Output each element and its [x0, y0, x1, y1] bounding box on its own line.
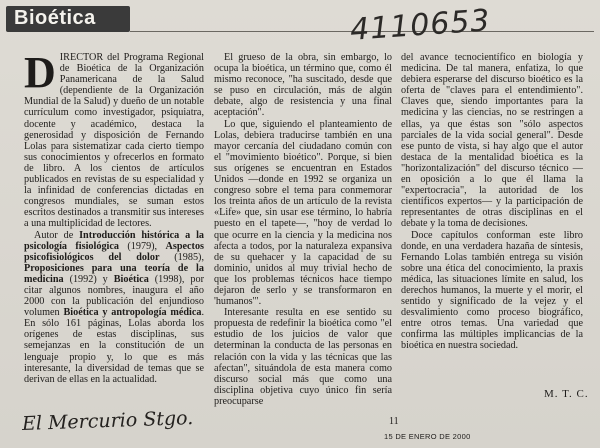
paragraph-intro [24, 48, 204, 230]
book-title-2: Aspectos psicofisiológicos del dolor [24, 240, 204, 263]
works-text-f: (1998), por citar algunos nombres, inaugura el año 2000 con la publicación del enjundioso volumen [24, 273, 204, 319]
paragraph-works [24, 230, 204, 385]
works-text-a: Autor de [34, 229, 80, 241]
intro-text: IRECTOR del Programa Regional de Bioética de la Organización Panamericana de la Salud (dependiente de la Organización Mundial de la Salud) y dueño de un notable currículum como investigador, psiquiatra, docente y académico, destaca la generosidad y disposición de Fernando Lolas para sistematizar cada cierto tiempo sus conocimientos y ofrecerlos en formato de libro. A los cientos de artículos publicados en revistas de su especialidad y la infinidad de conferencias dictadas en congresos mundiales, se suman estos escritos destinados a transmitir sus intereses a una multiplicidad de lectores. [24, 52, 204, 230]
book-title-1: Introducción histórica a la psicología fisiológica [24, 229, 204, 252]
article-column-2 [214, 52, 392, 407]
works-text-d: (1985), [159, 251, 204, 263]
drop-cap: D [24, 48, 56, 97]
author-initials: M. T. C. [544, 388, 589, 400]
paragraph-3-2: Doce capítulos conforman este libro donde, en una verdadera hazaña de síntesis, Fernando Lolas también entrega su visión sobre una ética del conocimiento, la praxis médica, las situaciones límite en salud, los derechos humanos, la muerte y el morir, el sentido y significado de la vejez y el desvalimiento como proceso biográfico, entre otros temas. Una variedad que confirma las múltiples implicancias de la bioética en nuestra sociedad. [401, 229, 583, 352]
handwritten-archive-code: 4110653 [348, 3, 492, 48]
handwritten-source: El Mercurio Stgo. [21, 407, 194, 435]
paragraph-3-1: del avance tecnocientífico en biología y medicina. De tal manera, enfatiza, lo que debiera esperarse del discurso bioético es la oferta de "claves para el entendimiento". Claves que, siendo importantes para la medicina y las ciencias, no se restringen a ellas, ya que éstas son "sólo aspectos parciales de la vida social general". Desde ese punto de vista, si hay algo que el autor destaca de la mentalidad bioética es la "horizontalización" del discurso técnico —en oposición a lo que él llama la "expertocracia", la autoridad de los científicos expertos— y la participación de representantes de otras disciplinas en el debate y la toma de decisiones. [401, 52, 583, 230]
section-title: Bioética [14, 7, 96, 29]
paragraph-2-1: El grueso de la obra, sin embargo, lo ocupa la bioética, un término que, como él mismo reconoce, "ha suscitado, desde que se puso en circulación, más de algún debate, algo de resistencia y una final aceptación". [214, 52, 392, 119]
page-number: 11 [389, 416, 399, 427]
works-text-e: (1992) y [63, 273, 114, 285]
article-column-3 [401, 52, 583, 352]
works-text-c: (1979), [119, 240, 166, 252]
book-title-5: Bioética y antropología médica [63, 307, 202, 319]
paragraph-2-3: Interesante resulta en ese sentido su propuesta de redefinir la bioética como "el estudio de los juicios de valor que determinan la conducta de las personas en relación con la vida y las técnicas que las afectan", situándola de esta manera como discurso social más que como una disciplina objetiva cuyo único fin sería preocuparse [214, 307, 392, 407]
book-title-3: Proposiciones para una teoría de la medicina [24, 262, 204, 285]
date-stamp: 15 DE ENERO DE 2000 [384, 432, 471, 441]
book-title-4: Bioética [113, 273, 149, 285]
paragraph-2-2: Lo que, siguiendo el planteamiento de Lolas, debiera traducirse también en una mayor cercanía del ciudadano común con el "movimiento bioético". Porque, si bien sus orígenes se encuentran en Estados Unidos —donde en 1992 se organiza un congreso sobre el tema para conmemorar los treinta años de un artículo de la revista «Life» que, sin usar ese término, lo habría puesto en el tapete—, "hoy de verdad lo que ocurre en la ciencia y la medicina nos afecta a todos, por la naturaleza expansiva de su quehacer y la capacidad de su dominio, unidos al muy trivial hecho de que los problemas técnicos hace tiempo dejaron de serlo y se transformaron en 'humanos'". [214, 118, 392, 308]
works-text-g: . En sólo 161 páginas, Lolas aborda los orígenes de estas disciplinas, sus semejanzas en la constitución de un lenguaje propio y, lo que es más interesante, la diversidad de temas que se derivan de ellas en la actualidad. [24, 307, 205, 385]
article-column-1 [24, 48, 205, 385]
